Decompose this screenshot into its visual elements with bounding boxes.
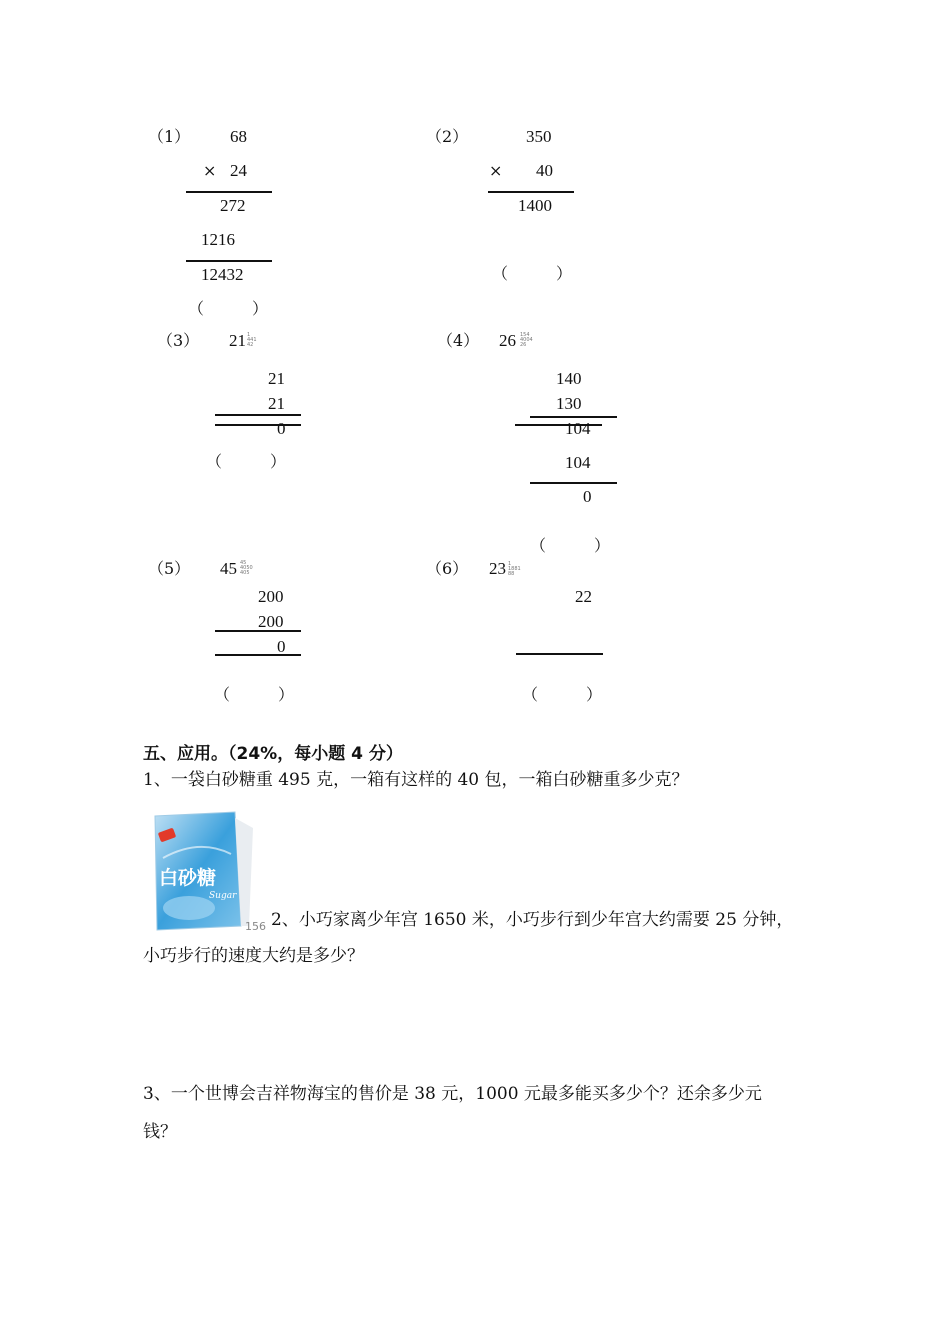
p6-r1: 22 [575,587,592,606]
p1-line-2 [186,260,272,262]
sugar-bag-icon [149,808,267,932]
p3-line-2 [215,424,301,426]
p2-label: （2） [426,127,469,146]
p1-answer-blank[interactable]: （ ） [188,299,269,318]
p2-result: 1400 [518,196,552,215]
p4-label: （4） [437,331,480,350]
p3-r2: 21 [268,394,285,413]
p5-r1: 200 [258,587,284,606]
p6-line-1 [516,653,603,655]
p5-tiny-divisor: 45 4050 405 [240,560,253,576]
p2-op: × [489,161,503,180]
p1-label: （1） [148,127,191,146]
p4-quotient: 26 [499,331,516,350]
p3-quotient: 21 [229,331,246,350]
p4-tiny-divisor: 154 4004 26 [520,332,533,348]
p6-answer-blank[interactable]: （ ） [522,685,603,704]
p6-label: （6） [426,559,469,578]
p1-line-1 [186,191,272,193]
p3-r1: 21 [268,369,285,388]
p5-line-1 [215,630,301,632]
question-3-line-1: 3、一个世博会吉祥物海宝的售价是 38 元，1000 元最多能买多少个？还余多少元 [143,1084,762,1104]
p3-tiny-divisor: 1 441 42 [247,332,257,348]
p3-label: （3） [157,331,200,350]
question-2-line-1: 2、小巧家离少年宫 1650 米，小巧步行到少年宫大约需要 25 分钟， [271,910,794,930]
p4-r1: 140 [556,369,582,388]
p2-line-1 [488,191,574,193]
p4-r2: 130 [556,394,582,413]
sugar-bag-price: 156 [245,920,266,932]
p2-top: 350 [526,127,552,146]
p4-answer-blank[interactable]: （ ） [530,536,611,555]
p5-answer-blank[interactable]: （ ） [214,685,295,704]
p1-result: 12432 [201,265,244,284]
p4-r5: 0 [583,487,592,506]
p3-answer-blank[interactable]: （ ） [206,452,287,471]
p5-line-2 [215,654,301,656]
p1-op: × [203,161,217,180]
p1-mult: 24 [230,161,247,180]
sugar-bag-image [149,808,267,932]
p5-quotient: 45 [220,559,237,578]
p5-label: （5） [148,559,191,578]
p5-r2: 200 [258,612,284,631]
question-3-line-2: 钱？ [143,1122,177,1142]
p2-mult: 40 [536,161,553,180]
p4-line-3 [530,482,617,484]
sugar-bag-subtext: Sugar [209,891,237,901]
question-1: 1、一袋白砂糖重 495 克，一箱有这样的 40 包，一箱白砂糖重多少克？ [143,770,689,790]
sugar-bag-brand: 白砂糖 [159,867,217,889]
p1-partial1: 272 [220,196,246,215]
p4-r3: 104 [565,419,591,438]
p1-top: 68 [230,127,247,146]
p2-answer-blank[interactable]: （ ） [492,264,573,283]
p3-r3: 0 [277,419,286,438]
p3-line-1 [215,414,301,416]
p5-r3: 0 [277,637,286,656]
p1-partial2: 1216 [201,230,235,249]
section-heading: 五、应用。（24%，每小题 4 分） [143,744,403,764]
p4-r4: 104 [565,453,591,472]
p4-line-1 [530,416,617,418]
question-2-line-2: 小巧步行的速度大约是多少？ [143,946,364,966]
p6-quotient: 23 [489,559,506,578]
p6-tiny-divisor: 1 1881 88 [508,561,521,577]
